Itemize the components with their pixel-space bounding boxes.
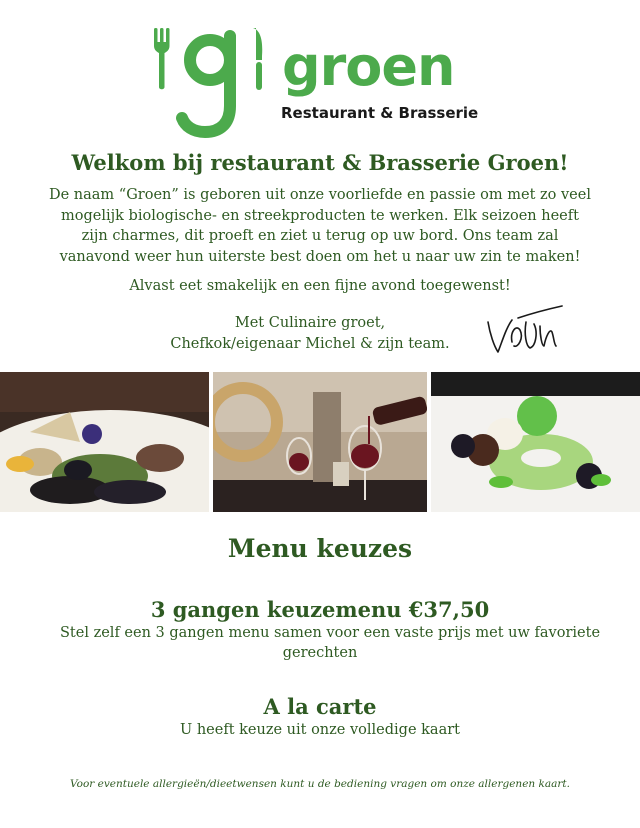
logo-mark [150,22,280,138]
greeting [160,313,460,355]
menu-option-desc-line: Stel zelf een 3 gangen menu samen voor een vaste prijs met uw favoriete [60,625,601,641]
intro-paragraph [40,185,600,267]
logo-wordmark: groen [282,35,455,98]
greeting-signoff: Chefkok/eigenaar Michel & zijn team. [170,336,450,352]
restaurant-logo [150,22,479,138]
g-mark-icon [182,36,230,132]
menu-option-title: 3 gangen keuzemenu €37,50 [150,597,490,622]
knife-icon [253,28,262,90]
a-la-carte-title: A la carte [263,694,377,719]
green-dessert-photo [431,372,640,512]
logo-subtitle: Restaurant & Brasserie [281,104,479,122]
seafood-dish-photo [0,372,209,512]
intro-line: mogelijk biologische- en streekproducten te werken. Elk seizoen heeft [61,207,579,224]
wine-pouring-photo [213,372,427,512]
menu-option-description [60,624,601,663]
intro-line: vanavond weer hun uiterste best doen om het u naar uw zin te maken! [59,248,581,265]
a-la-carte-description: U heeft keuze uit onze volledige kaart [180,722,460,738]
intro-line: zijn charmes, dit proeft en ziet u terug op uw bord. Ons team zal [81,228,559,244]
allergen-footnote: Voor eventuele allergieën/dieetwensen kunt u de bediening vragen om onze allergenen kaart. [70,778,570,790]
fork-icon [154,28,170,89]
greeting-line: Met Culinaire groet, [234,315,386,331]
page-title: Welkom bij restaurant & Brasserie Groen! [71,150,569,175]
wish-text: Alvast eet smakelijk en een fijne avond toegewenst! [129,278,511,294]
menu-heading: Menu keuzes [227,534,413,563]
photo-strip [0,372,640,512]
intro-line: De naam “Groen” is geboren uit onze voorliefde en passie om met zo veel [48,187,591,203]
menu-option-desc-line: gerechten [282,644,358,661]
chef-signature [482,302,564,358]
